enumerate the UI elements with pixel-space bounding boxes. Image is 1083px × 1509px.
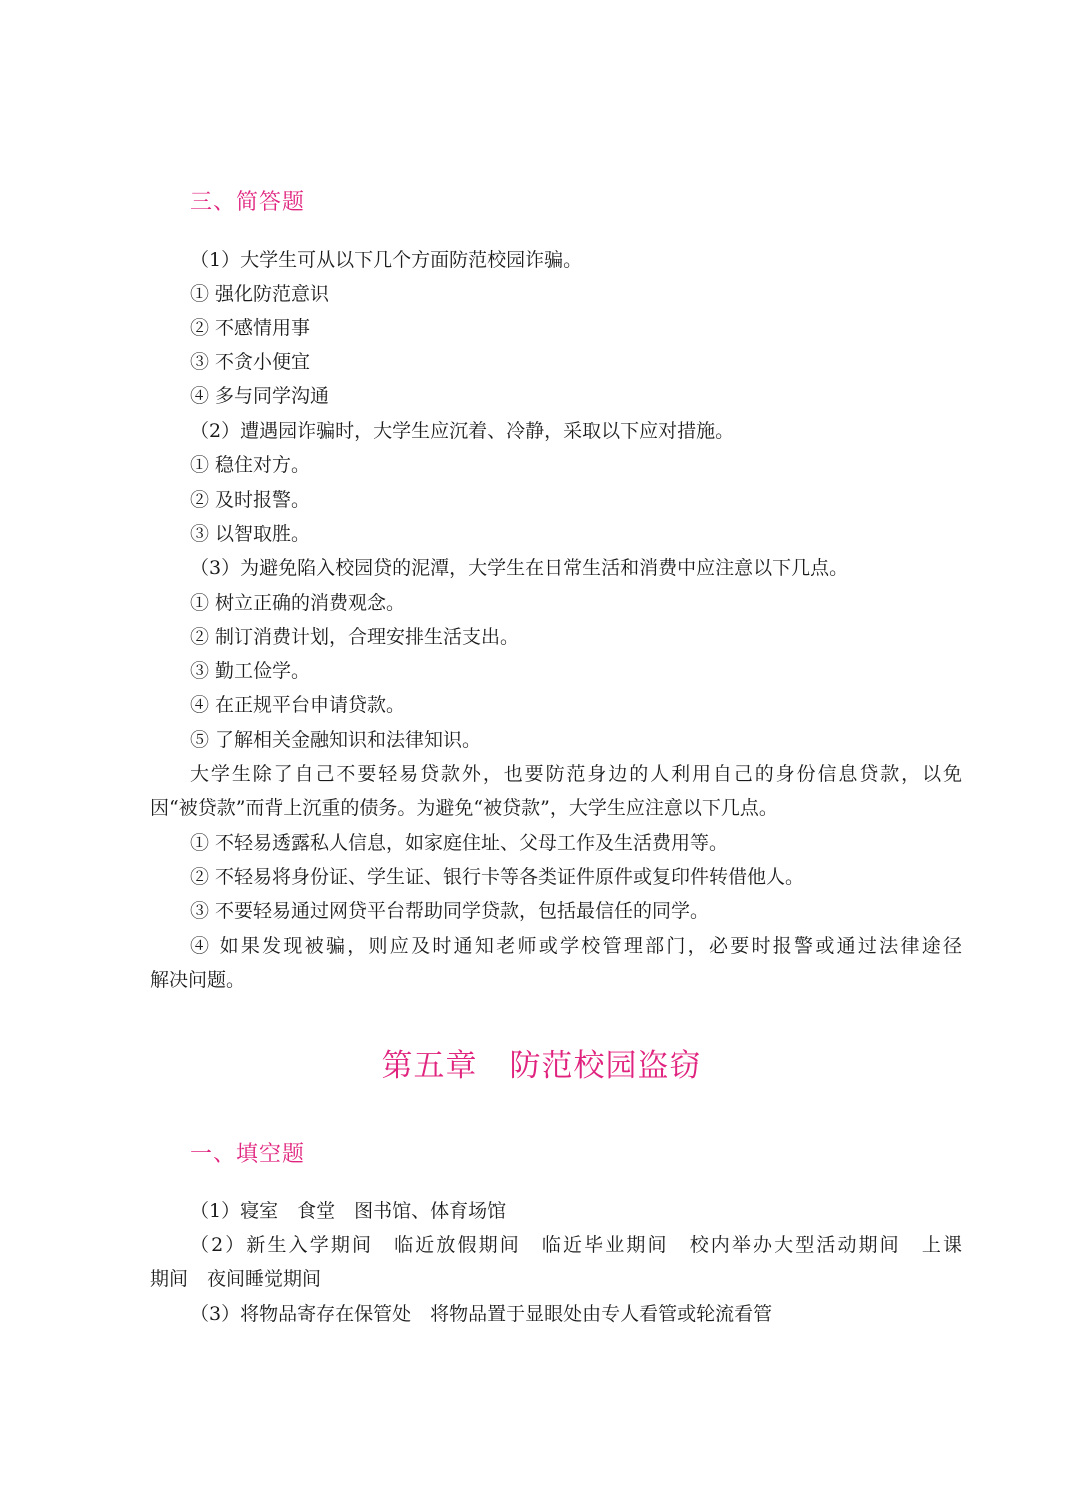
answer-3-item: ③ 勤工俭学。: [190, 660, 311, 682]
answer-1-item: ② 不感情用事: [190, 317, 311, 339]
chapter-title: 第五章 防范校园盗窃: [381, 1048, 702, 1084]
fill-answer-3: （3）将物品寄存在保管处 将物品置于显眼处由专人看管或轮流看管: [190, 1303, 773, 1325]
answer-1-item: ③ 不贪小便宜: [190, 351, 311, 373]
fill-answer-2-continued: 期间 夜间睡觉期间: [150, 1268, 322, 1290]
tip-item: ① 不轻易透露私人信息，如家庭住址、父母工作及生活费用等。: [190, 832, 729, 854]
answer-2-item: ① 稳住对方。: [190, 454, 311, 476]
fill-answer-1: （1）寝室 食堂 图书馆、体育场馆: [190, 1200, 507, 1222]
answer-2-item: ② 及时报警。: [190, 489, 311, 511]
answer-2-item: ③ 以智取胜。: [190, 523, 311, 545]
answer-3-intro: （3）为避免陷入校园贷的泥潭，大学生在日常生活和消费中应注意以下几点。: [190, 557, 849, 579]
answer-1-intro: （1）大学生可从以下几个方面防范校园诈骗。: [190, 249, 583, 271]
section-heading-fill-blank: 一、填空题: [190, 1142, 306, 1167]
answer-1-item: ④ 多与同学沟通: [190, 385, 330, 407]
answer-1-item: ① 强化防范意识: [190, 283, 330, 305]
tip-item: ④ 如果发现被骗，则应及时通知老师或学校管理部门，必要时报警或通过法律途径: [190, 935, 962, 957]
tip-item: ③ 不要轻易通过网贷平台帮助同学贷款，包括最信任的同学。: [190, 900, 710, 922]
paragraph-line: 大学生除了自己不要轻易贷款外，也要防范身边的人利用自己的身份信息贷款，以免: [190, 763, 962, 785]
paragraph-line: 因“被贷款”而背上沉重的债务。为避免“被贷款”，大学生应注意以下几点。: [150, 797, 778, 819]
answer-3-item: ② 制订消费计划，合理安排生活支出。: [190, 626, 520, 648]
section-heading-short-answer: 三、简答题: [190, 190, 306, 215]
answer-3-item: ④ 在正规平台申请贷款。: [190, 694, 406, 716]
fill-answer-2: （2）新生入学期间 临近放假期间 临近毕业期间 校内举办大型活动期间 上课: [190, 1234, 962, 1256]
tip-item: ② 不轻易将身份证、学生证、银行卡等各类证件原件或复印件转借他人。: [190, 866, 805, 888]
answer-2-intro: （2）遭遇园诈骗时，大学生应沉着、冷静，采取以下应对措施。: [190, 420, 735, 442]
tip-item-continued: 解决问题。: [150, 969, 246, 991]
answer-3-item: ① 树立正确的消费观念。: [190, 592, 406, 614]
answer-3-item: ⑤ 了解相关金融知识和法律知识。: [190, 729, 482, 751]
